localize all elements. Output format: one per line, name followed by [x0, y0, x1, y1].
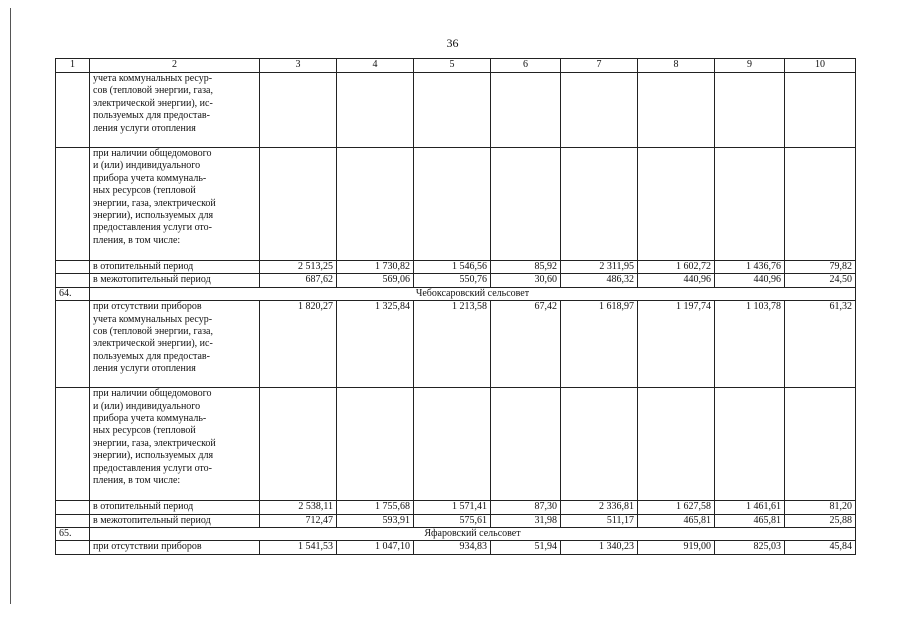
value-cell: 511,17 — [561, 514, 638, 527]
value-cell: 2 538,11 — [260, 501, 337, 514]
table-row — [56, 514, 856, 527]
value-cell — [561, 148, 638, 261]
value-cell — [638, 148, 715, 261]
value-cell: 1 627,58 — [638, 501, 715, 514]
index-cell — [56, 301, 90, 388]
value-cell: 486,32 — [561, 274, 638, 287]
value-cell: 1 541,53 — [260, 541, 337, 554]
value-cell — [785, 73, 856, 148]
index-cell — [56, 73, 90, 148]
value-cell: 1 047,10 — [337, 541, 414, 554]
value-cell: 2 311,95 — [561, 261, 638, 274]
value-cell — [561, 388, 638, 501]
value-cell: 1 820,27 — [260, 301, 337, 388]
value-cell: 687,62 — [260, 274, 337, 287]
value-cell: 825,03 — [715, 541, 785, 554]
section-row — [56, 528, 856, 541]
index-cell — [56, 388, 90, 501]
table-row — [56, 274, 856, 287]
row-description: в отопительный период — [90, 501, 260, 514]
value-cell: 550,76 — [414, 274, 491, 287]
index-cell — [56, 541, 90, 554]
value-cell: 1 571,41 — [414, 501, 491, 514]
table-row — [56, 541, 856, 554]
value-cell: 1 755,68 — [337, 501, 414, 514]
header-cell: 3 — [260, 59, 337, 73]
table-row — [56, 501, 856, 514]
value-cell — [260, 148, 337, 261]
value-cell: 2 336,81 — [561, 501, 638, 514]
header-cell: 9 — [715, 59, 785, 73]
section-title: Яфаровский сельсовет — [90, 528, 856, 541]
value-cell: 1 730,82 — [337, 261, 414, 274]
value-cell — [337, 148, 414, 261]
index-cell — [56, 274, 90, 287]
value-cell: 1 103,78 — [715, 301, 785, 388]
value-cell — [638, 388, 715, 501]
value-cell — [785, 388, 856, 501]
column-number-header — [56, 59, 856, 73]
value-cell: 1 197,74 — [638, 301, 715, 388]
value-cell: 569,06 — [337, 274, 414, 287]
value-cell — [491, 148, 561, 261]
index-cell — [56, 261, 90, 274]
table-row — [56, 148, 856, 261]
value-cell: 51,94 — [491, 541, 561, 554]
value-cell — [414, 388, 491, 501]
value-cell: 67,42 — [491, 301, 561, 388]
value-cell — [491, 388, 561, 501]
header-cell: 1 — [56, 59, 90, 73]
header-cell: 8 — [638, 59, 715, 73]
value-cell: 575,61 — [414, 514, 491, 527]
value-cell: 61,32 — [785, 301, 856, 388]
value-cell: 2 513,25 — [260, 261, 337, 274]
row-description: при отсутствии приборов — [90, 541, 260, 554]
index-cell — [56, 514, 90, 527]
header-cell: 2 — [90, 59, 260, 73]
value-cell: 1 602,72 — [638, 261, 715, 274]
value-cell: 1 461,61 — [715, 501, 785, 514]
value-cell — [414, 73, 491, 148]
value-cell: 25,88 — [785, 514, 856, 527]
row-description: при наличии общедомового и (или) индивидуального прибора учета коммуналь- ных ресурсов (тепловой энергии, газа, электрической энергии), используемых для предоставления услуги ото- пления, в том числе: — [90, 388, 260, 501]
table-row — [56, 301, 856, 388]
row-description: при наличии общедомового и (или) индивидуального прибора учета коммуналь- ных ресурсов (тепловой энергии, газа, электрической энергии), используемых для предоставления услуги ото- пления, в том числе: — [90, 148, 260, 261]
row-description: в межотопительный период — [90, 514, 260, 527]
row-description: в отопительный период — [90, 261, 260, 274]
tariff-table — [55, 58, 856, 555]
value-cell — [260, 73, 337, 148]
value-cell — [337, 388, 414, 501]
value-cell: 712,47 — [260, 514, 337, 527]
value-cell: 79,82 — [785, 261, 856, 274]
table-row — [56, 261, 856, 274]
value-cell — [638, 73, 715, 148]
value-cell: 465,81 — [638, 514, 715, 527]
value-cell: 1 618,97 — [561, 301, 638, 388]
value-cell — [785, 148, 856, 261]
value-cell — [715, 388, 785, 501]
page-left-edge-line — [10, 8, 11, 604]
index-cell — [56, 501, 90, 514]
row-description: учета коммунальных ресур- сов (тепловой энергии, газа, электрической энергии), ис- пользуемых для предостав- ления услуги отопления — [90, 73, 260, 148]
index-cell — [56, 148, 90, 261]
row-description: в межотопительный период — [90, 274, 260, 287]
header-cell: 6 — [491, 59, 561, 73]
value-cell: 31,98 — [491, 514, 561, 527]
value-cell — [491, 73, 561, 148]
value-cell: 30,60 — [491, 274, 561, 287]
section-row — [56, 287, 856, 300]
value-cell: 1 325,84 — [337, 301, 414, 388]
section-index: 65. — [56, 528, 90, 541]
header-cell: 5 — [414, 59, 491, 73]
section-title: Чебоксаровский сельсовет — [90, 287, 856, 300]
value-cell: 1 546,56 — [414, 261, 491, 274]
value-cell — [337, 73, 414, 148]
value-cell: 1 213,58 — [414, 301, 491, 388]
header-cell: 10 — [785, 59, 856, 73]
page-number: 36 — [446, 36, 459, 50]
value-cell: 81,20 — [785, 501, 856, 514]
value-cell: 1 436,76 — [715, 261, 785, 274]
value-cell — [260, 388, 337, 501]
row-description: при отсутствии приборов учета коммунальных ресур- сов (тепловой энергии, газа, электрической энергии), ис- пользуемых для предостав- ления услуги отопления — [90, 301, 260, 388]
value-cell: 440,96 — [715, 274, 785, 287]
value-cell — [715, 148, 785, 261]
value-cell: 934,83 — [414, 541, 491, 554]
section-index: 64. — [56, 287, 90, 300]
value-cell: 465,81 — [715, 514, 785, 527]
value-cell: 85,92 — [491, 261, 561, 274]
header-cell: 7 — [561, 59, 638, 73]
value-cell: 87,30 — [491, 501, 561, 514]
value-cell: 1 340,23 — [561, 541, 638, 554]
value-cell: 45,84 — [785, 541, 856, 554]
value-cell: 440,96 — [638, 274, 715, 287]
value-cell: 24,50 — [785, 274, 856, 287]
value-cell: 593,91 — [337, 514, 414, 527]
table-row — [56, 388, 856, 501]
value-cell: 919,00 — [638, 541, 715, 554]
value-cell — [414, 148, 491, 261]
value-cell — [715, 73, 785, 148]
header-cell: 4 — [337, 59, 414, 73]
value-cell — [561, 73, 638, 148]
table-row — [56, 73, 856, 148]
